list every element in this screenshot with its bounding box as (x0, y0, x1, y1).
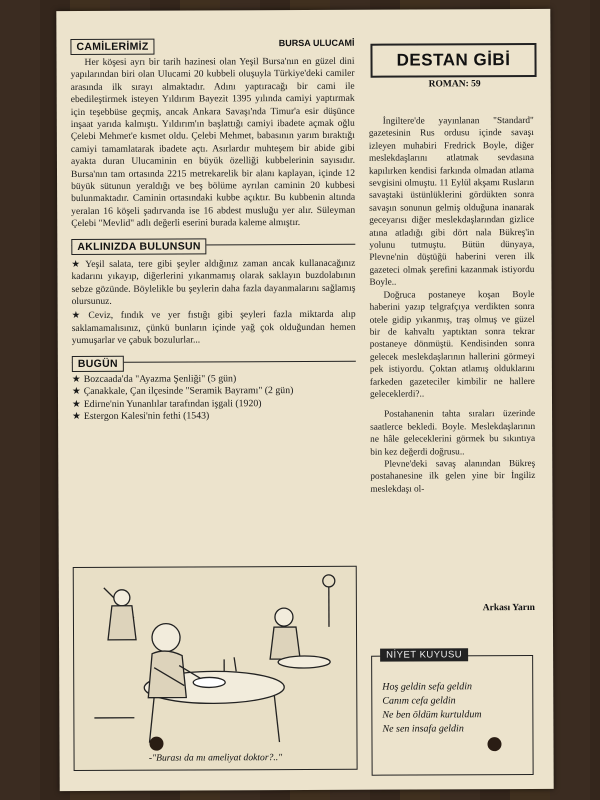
list-item: ★ Bozcaada'da "Ayazma Şenliği" (5 gün) (71, 372, 237, 385)
camilerimiz-header (70, 36, 354, 53)
star-icon: ★ (71, 310, 86, 322)
list-item: ★ Estergon Kalesi'nin fethi (1543) (72, 410, 210, 423)
right-column (368, 29, 536, 735)
cartoon-caption: -"Burası da mı ameliyat doktor?.." (148, 752, 283, 764)
serial-title: DESTAN GİBİ (396, 50, 511, 70)
newspaper-clipping (56, 9, 553, 791)
niyet-kuyusu-box (371, 649, 534, 776)
serial-paragraph: İngiltere'de yayınlanan "Standard" gazetesinin Rus ordusu içinde savaşı izleyen muhabiri Fredrick Boyle, diğer meslekdaşlarını atlatmak sevdasına kapılırken kendisi farkında olmadan atlama sevgisini olmuştu. 11 Eylül akşamı Rusların savaştaki üstünlüklerini gördükten sonra savaşın sonunun gelmiş olduğuna inanarak geceyarısı diğer meslekdaşlarından gizlice atına atladığı gibi dört nala Bükreş'in yolunu tutmuştu. Bütün dünyaya, Plevne'nin düştüğü haberini veren ilk gazeteci olmak şerefini kazanmak istiyordu Boyle.. (368, 115, 535, 288)
punch-hole (149, 737, 163, 751)
today-list (72, 372, 356, 424)
serial-text (369, 115, 536, 496)
poem-line: Canım cefa geldin (382, 695, 456, 707)
poem-line: Ne ben öldüm kurtuldum (382, 709, 482, 721)
poem-lines (382, 680, 530, 737)
aklinizda-label: AKLINIZDA BULUNSUN (71, 238, 206, 255)
punch-hole (487, 737, 501, 751)
continued-label: Arkası Yarın (482, 602, 535, 614)
aklinizda-header (71, 235, 355, 252)
star-icon: ★ (71, 373, 81, 385)
star-icon: ★ (71, 258, 83, 270)
ulucami-article: Her köşesi ayrı bir tarih hazinesi olan Yeşil Bursa'nın en güzel dini yapılarından biri olan Ulucami 20 kubbeli oluşuyla Türkiye'deki camiler arasında ilk sırayı almaktadır. Adını yaptıracağı bir cami ile ebedileştirmek isteyen Yıldırım Bayezit 1395 yılında camiyi yaptırmak için teşebbüse geçmiş, ancak Ankara Savaşı'nda Timur'a esir düşünce inşaat yarıda kalmıştı. Yıldırım'ın başlattığı camiyi ibadete açmak oğlu Çelebi Mehmet'e kısmet oldu. Çelebi Mehmet, babasının yarım bıraktığı camiyi tamamlatarak ibadete açtı. Asırlardır muhteşem bir abide gibi ayakta duran Ulucaminin en büyük özelliği kubbelerinin sayısıdır. Bursa'nın tam ortasında 2215 metrekarelik bir alanı kaplayan, içinde 12 büyük sütunun yeraldığı ve beş bölüme ayrılan caminin 20 kubbesi bulunmaktadır. Caminin ortasındaki kubbe açıktır. Bu kubbenin altında yeralan 16 köşeli şadırvanda ise 16 abdest musluğu yer alır. Süleyman Çelebi "Mevlid" adlı değerli eserini burada kaleme almıştır. (70, 55, 356, 230)
camilerimiz-label: CAMİLERİMİZ (70, 39, 154, 55)
star-icon: ★ (71, 398, 81, 410)
serial-paragraph: Plevne'deki savaş alanından Bükreş postahanesine ilk gelen yine bir İngiliz meslekdaşı ol- (370, 458, 536, 495)
tip-item: ★ Ceviz, fındık ve yer fıstığı gibi şeyleri fazla miktarda alıp saklamamalısınız, çünkü bunların içinde yağ çok olduğundan hemen yumuşarlar ve çabuk bozulurlar... (71, 309, 356, 347)
cartoon-drawing (74, 567, 357, 770)
bursa-ulucami-subtitle: BURSA ULUCAMİ (278, 37, 355, 49)
list-item: ★ Edirne'nin Yunanlılar tarafından işgali (1920) (71, 397, 262, 410)
poem-line: Hoş geldin sefa geldin (382, 681, 472, 693)
tip-item: ★ Yeşil salata, tere gibi şeyler aldığınız zaman ancak kullanacağınız kadarını yıkayıp, diğerlerini yıkanmamış olarak saklayın buzdolabının sebze gözünde. Böylelikle bu şeylerin daha fazla dayanmalarını sağlamış olursunuz. (71, 257, 356, 307)
left-column (70, 36, 356, 424)
tips-list (71, 257, 355, 347)
list-item: ★ Çanakkale, Çan ilçesinde "Seramik Bayramı" (2 gün) (71, 385, 294, 398)
bugun-label: BUGÜN (72, 355, 124, 371)
serial-paragraph: Doğruca postaneye koşan Boyle haberini yazıp telgrafçıya verdikten sonra otele gidip yıkanmış, traş olmuş ve güzel bir de kahvaltı yaptıktan sonra tekrar postaneye dönmüştü. Kendisinden sonra gelecek meslekdaşlarının hallerini görmeyi pek istiyordu. Çoktan atlamış olduklarını farkeden gazeteciler kimbilir ne hallere geleceklerdi?.. (369, 289, 535, 400)
bugun-header (72, 352, 356, 369)
roman-number: ROMAN: 59 (428, 79, 481, 90)
serial-paragraph: Postahanenin tahta sıraları üzerinde saatlerce bekledi. Boyle. Meslekdaşlarının ne hâle geleceklerini görmek bu sıkıntıya bin kez değerdi doğrusu.. (370, 409, 536, 458)
niyet-kuyusu-label: NİYET KUYUSU (380, 648, 468, 661)
destan-gibi-title-box (370, 43, 536, 78)
cartoon-panel (73, 566, 358, 771)
poem-line: Ne sen insafa geldin (382, 723, 464, 735)
star-icon: ★ (72, 411, 81, 423)
star-icon: ★ (71, 386, 81, 398)
